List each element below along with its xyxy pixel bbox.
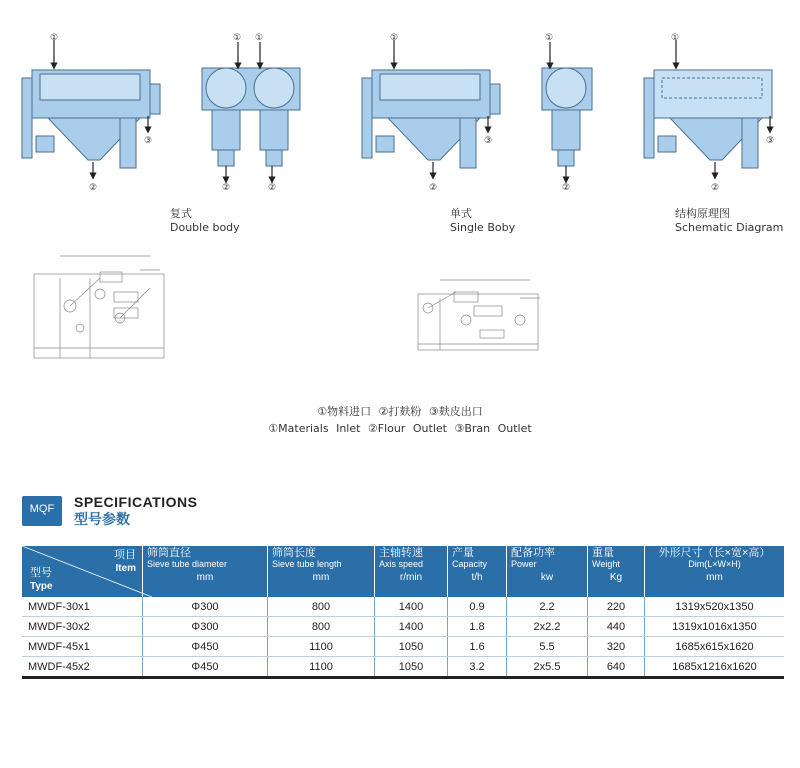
header-unit: kw <box>540 572 554 583</box>
header-diameter <box>143 546 268 597</box>
cell-model: MWDF-45x1 <box>22 637 143 657</box>
marker-3: ③ <box>144 136 153 146</box>
header-en: Sieve tube diameter <box>147 559 228 569</box>
header-unit: t/h <box>471 572 483 583</box>
table-row <box>22 637 784 657</box>
caption-double-cn: 复式 <box>170 207 192 220</box>
machine-diagrams <box>0 0 800 200</box>
marker-1: ① <box>233 33 242 43</box>
cell-dimension: 1319x1016x1350 <box>645 617 785 637</box>
legend-en: ①Materials Inlet ②Flour Outlet ③Bran Outlet <box>268 422 532 435</box>
brand-logo-text: MQF <box>29 503 55 515</box>
header-en: Dim(L×W×H) <box>688 559 741 569</box>
cell-speed: 1050 <box>375 637 448 657</box>
caption-double <box>170 207 240 235</box>
corner-type-en: Type <box>30 581 53 592</box>
header-cn: 重量 <box>592 547 614 559</box>
cell-length: 800 <box>268 597 375 617</box>
specifications-table <box>22 546 784 679</box>
single-body-side-view <box>542 42 592 180</box>
corner-header <box>22 546 143 597</box>
caption-schematic-cn: 结构原理图 <box>675 207 730 220</box>
caption-double-en: Double body <box>170 221 240 234</box>
dimension-drawing-double <box>34 256 164 358</box>
cell-diameter: Φ300 <box>143 617 268 637</box>
header-speed <box>375 546 448 597</box>
cell-power: 2x5.5 <box>507 657 588 678</box>
table-header-row <box>22 546 784 597</box>
single-body-front-view <box>362 40 500 176</box>
marker-1: ① <box>50 33 59 43</box>
cell-length: 1100 <box>268 637 375 657</box>
header-weight <box>588 546 645 597</box>
header-en: Capacity <box>452 559 488 569</box>
header-cn: 筛筒长度 <box>272 547 316 559</box>
marker-2: ② <box>89 183 98 193</box>
marker-1: ① <box>671 33 680 43</box>
table-row <box>22 597 784 617</box>
marker-1: ① <box>255 33 264 43</box>
cell-capacity: 1.6 <box>448 637 507 657</box>
header-power <box>507 546 588 597</box>
cell-length: 800 <box>268 617 375 637</box>
legend-cn: ①物料进口 ②打麸粉 ③麸皮出口 <box>317 405 483 418</box>
header-capacity <box>448 546 507 597</box>
specs-title-en: SPECIFICATIONS <box>74 494 198 510</box>
marker-2: ② <box>222 183 231 193</box>
header-dimension <box>645 546 785 597</box>
header-cn: 主轴转速 <box>379 547 423 559</box>
double-body-front-view <box>22 40 160 176</box>
cell-capacity: 0.9 <box>448 597 507 617</box>
dimension-drawing-single <box>418 280 540 350</box>
cell-weight: 440 <box>588 617 645 637</box>
cell-diameter: Φ450 <box>143 657 268 678</box>
header-unit: Kg <box>609 572 623 583</box>
table-row <box>22 657 784 678</box>
header-cn: 配备功率 <box>511 547 555 559</box>
cell-dimension: 1685x1216x1620 <box>645 657 785 678</box>
header-cn: 产量 <box>452 547 474 559</box>
marker-3: ③ <box>484 136 493 146</box>
header-unit: mm <box>196 572 214 583</box>
cell-model: MWDF-45x2 <box>22 657 143 678</box>
marker-2: ② <box>562 183 571 193</box>
cell-diameter: Φ300 <box>143 597 268 617</box>
cell-power: 5.5 <box>507 637 588 657</box>
cell-capacity: 3.2 <box>448 657 507 678</box>
cell-speed: 1050 <box>375 657 448 678</box>
header-cn: 外形尺寸（长×宽×高） <box>658 547 771 559</box>
header-en: Sieve tube length <box>272 559 342 569</box>
cell-dimension: 1319x520x1350 <box>645 597 785 617</box>
header-en: Power <box>511 559 537 569</box>
brand-logo <box>22 496 62 526</box>
cell-dimension: 1685x615x1620 <box>645 637 785 657</box>
marker-1: ① <box>390 33 399 43</box>
cell-speed: 1400 <box>375 597 448 617</box>
cell-diameter: Φ450 <box>143 637 268 657</box>
header-unit: mm <box>312 572 330 583</box>
header-unit: r/min <box>399 572 423 583</box>
specs-title-cn: 型号参数 <box>74 511 130 527</box>
caption-single <box>450 207 515 235</box>
cell-weight: 220 <box>588 597 645 617</box>
cell-weight: 320 <box>588 637 645 657</box>
double-body-side-view <box>202 42 300 180</box>
cell-power: 2x2.2 <box>507 617 588 637</box>
caption-single-en: Single Boby <box>450 221 516 234</box>
cell-weight: 640 <box>588 657 645 678</box>
caption-schematic-en: Schematic Diagram <box>675 221 784 234</box>
marker-2: ② <box>268 183 277 193</box>
legend <box>0 403 800 437</box>
cell-power: 2.2 <box>507 597 588 617</box>
cell-model: MWDF-30x2 <box>22 617 143 637</box>
marker-3: ③ <box>766 136 775 146</box>
header-unit: mm <box>706 572 723 583</box>
table-row <box>22 617 784 637</box>
header-length <box>268 546 375 597</box>
marker-1: ① <box>545 33 554 43</box>
marker-2: ② <box>429 183 438 193</box>
schematic-view <box>644 40 775 176</box>
caption-schematic <box>675 207 783 235</box>
dimension-drawings <box>0 248 800 368</box>
cell-model: MWDF-30x1 <box>22 597 143 617</box>
corner-type-cn: 型号 <box>30 567 52 579</box>
marker-2: ② <box>711 183 720 193</box>
header-en: Weight <box>592 559 620 569</box>
cell-capacity: 1.8 <box>448 617 507 637</box>
caption-single-cn: 单式 <box>450 207 472 220</box>
corner-item-en: Item <box>115 563 136 574</box>
corner-item-cn: 项目 <box>114 549 136 561</box>
header-en: Axis speed <box>379 559 424 569</box>
header-cn: 筛筒直径 <box>147 547 191 559</box>
cell-length: 1100 <box>268 657 375 678</box>
cell-speed: 1400 <box>375 617 448 637</box>
